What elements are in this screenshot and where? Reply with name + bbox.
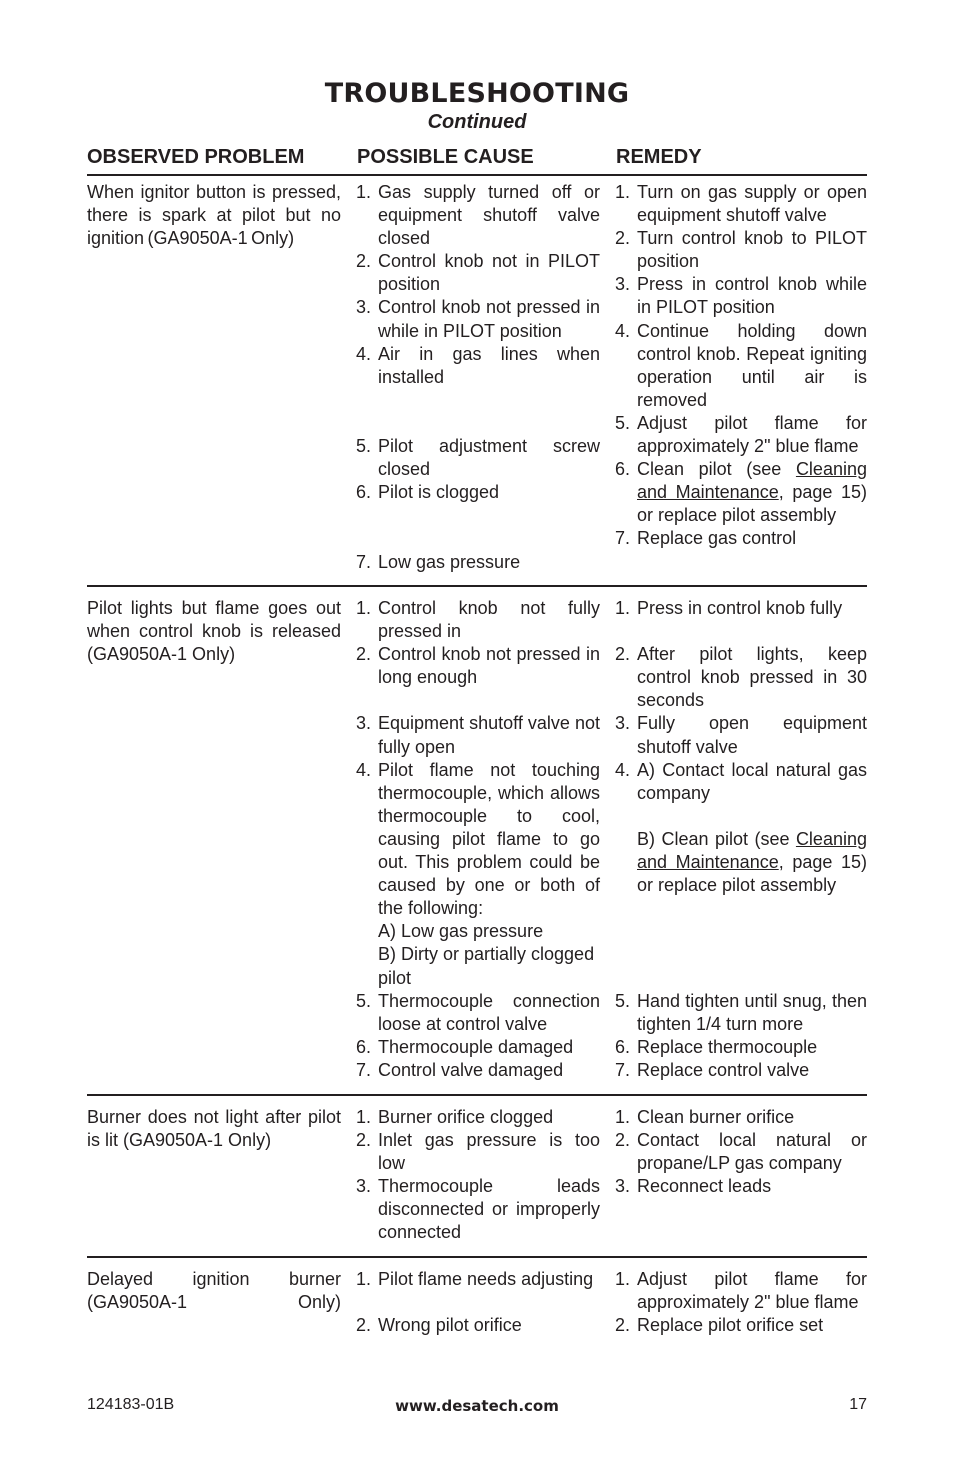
row-4-causes xyxy=(356,1268,601,1337)
page-number: 17 xyxy=(849,1396,867,1413)
row-1-remedies xyxy=(615,181,868,551)
row-4-problem: Delayed ignition burner (GA9050A-1 Only) xyxy=(87,1269,341,1313)
cause-item: 3. Control knob not pressed in while in PILOT position xyxy=(356,297,600,341)
cause-item: 2. Wrong pilot orifice xyxy=(356,1315,522,1336)
row-3-remedies xyxy=(615,1106,868,1198)
remedy-item: 4. Continue holding down control knob. Repeat igniting operation until air is removed xyxy=(615,320,867,410)
remedy-item: 3. Reconnect leads xyxy=(615,1176,772,1197)
cause-item: 1. Control knob not fully pressed in xyxy=(356,598,600,642)
remedy-item: 7. Replace gas control xyxy=(615,528,797,549)
cause-item: 1. Gas supply turned off or equipment shutoff valve closed xyxy=(356,182,600,249)
website-url[interactable]: www.desatech.com xyxy=(395,1397,559,1415)
page-title: TROUBLESHOOTING xyxy=(324,78,630,109)
column-header-problem: OBSERVED PROBLEM xyxy=(87,146,305,168)
column-header-cause: POSSIBLE CAUSE xyxy=(357,146,534,168)
remedy-item: 5. Adjust pilot flame for approximately 2" blue flame xyxy=(615,412,867,457)
cause-item: 2. Control knob not pressed in long enough xyxy=(356,644,600,688)
remedy-item: 6. Replace thermocouple xyxy=(615,1036,818,1057)
cause-item: 6. Pilot is clogged xyxy=(356,482,500,503)
remedy-item: 6. Clean pilot (see Cleaning and Maintenance, page 15) or replace pilot assembly xyxy=(615,459,867,526)
cleaning-maintenance-link: Cleaning and Maintenance xyxy=(637,459,867,503)
cause-item: 7. Control valve damaged xyxy=(356,1059,564,1080)
row-3-causes xyxy=(356,1106,601,1245)
cleaning-maintenance-link: Cleaning and Maintenance xyxy=(637,828,867,873)
row-divider xyxy=(87,585,867,587)
remedy-item: 2. Replace pilot orifice set xyxy=(615,1315,824,1336)
cause-item: 4. Air in gas lines when installed xyxy=(356,343,600,387)
cause-item: 3. Equipment shutoff valve not fully open xyxy=(356,713,600,757)
row-1-problem: When ignitor button is pressed, there is spark at pilot but no ignition (GA9050A-1 Only) xyxy=(87,182,341,249)
remedy-item: 1. Press in control knob fully xyxy=(615,598,843,618)
row-4-remedies xyxy=(615,1268,868,1337)
column-header-remedy: REMEDY xyxy=(616,146,702,168)
cause-item: 6. Thermocouple damaged xyxy=(356,1036,574,1057)
cause-item: 5. Thermocouple connection loose at control valve xyxy=(356,990,600,1034)
row-3-problem: Burner does not light after pilot is lit (GA9050A-1 Only) xyxy=(87,1107,341,1151)
document-number: 124183-01B xyxy=(87,1396,175,1413)
row-divider xyxy=(87,1256,867,1258)
cause-item: 1. Pilot flame needs adjusting xyxy=(356,1269,594,1289)
header-divider xyxy=(87,174,867,176)
remedy-item: 1. Clean burner orifice xyxy=(615,1107,795,1127)
cause-item: 7. Low gas pressure xyxy=(356,551,521,572)
cause-item: 2. Control knob not in PILOT position xyxy=(356,251,600,295)
remedy-item: 3. Fully open equipment shutoff valve xyxy=(615,713,867,757)
remedy-item: 2. Turn control knob to PILOT position xyxy=(615,228,867,272)
row-2-problem: Pilot lights but flame goes out when control knob is released (GA9050A-1 Only) xyxy=(87,598,341,665)
remedy-item: 2. Contact local natural or propane/LP gas company xyxy=(615,1130,867,1174)
remedy-item: 3. Press in control knob while in PILOT position xyxy=(615,274,867,318)
remedy-item: 4. A) Contact local natural gas company B) Clean pilot (see Cleaning and Maintenance, page 15) or replace pilot assembly xyxy=(615,759,867,896)
remedy-item: 1. Adjust pilot flame for approximately 2" blue flame xyxy=(615,1269,867,1313)
row-divider xyxy=(87,1094,867,1096)
cause-item: 4. Pilot flame not touching thermocouple, which allows thermocouple to cool, causing pilot flame to go out. This problem could be caused by one or both of the following: A) Low gas pressure B) Dirty or partially clogged pilot xyxy=(356,759,600,988)
row-1-causes xyxy=(356,181,601,574)
cause-item: 5. Pilot adjustment screw closed xyxy=(356,436,600,480)
remedy-item: 1. Turn on gas supply or open equipment shutoff valve xyxy=(615,182,867,226)
page-subtitle: Continued xyxy=(427,111,527,133)
cause-item: 1. Burner orifice clogged xyxy=(356,1107,554,1127)
row-2-remedies xyxy=(615,597,868,1082)
row-2-causes xyxy=(356,597,601,1082)
remedy-item: 5. Hand tighten until snug, then tighten 1/4 turn more xyxy=(615,990,867,1034)
remedy-item: 2. After pilot lights, keep control knob pressed in 30 seconds xyxy=(615,644,867,711)
cause-item: 3. Thermocouple leads disconnected or improperly connected xyxy=(356,1176,600,1243)
cause-item: 2. Inlet gas pressure is too low xyxy=(356,1130,600,1174)
remedy-item: 7. Replace control valve xyxy=(615,1059,810,1080)
